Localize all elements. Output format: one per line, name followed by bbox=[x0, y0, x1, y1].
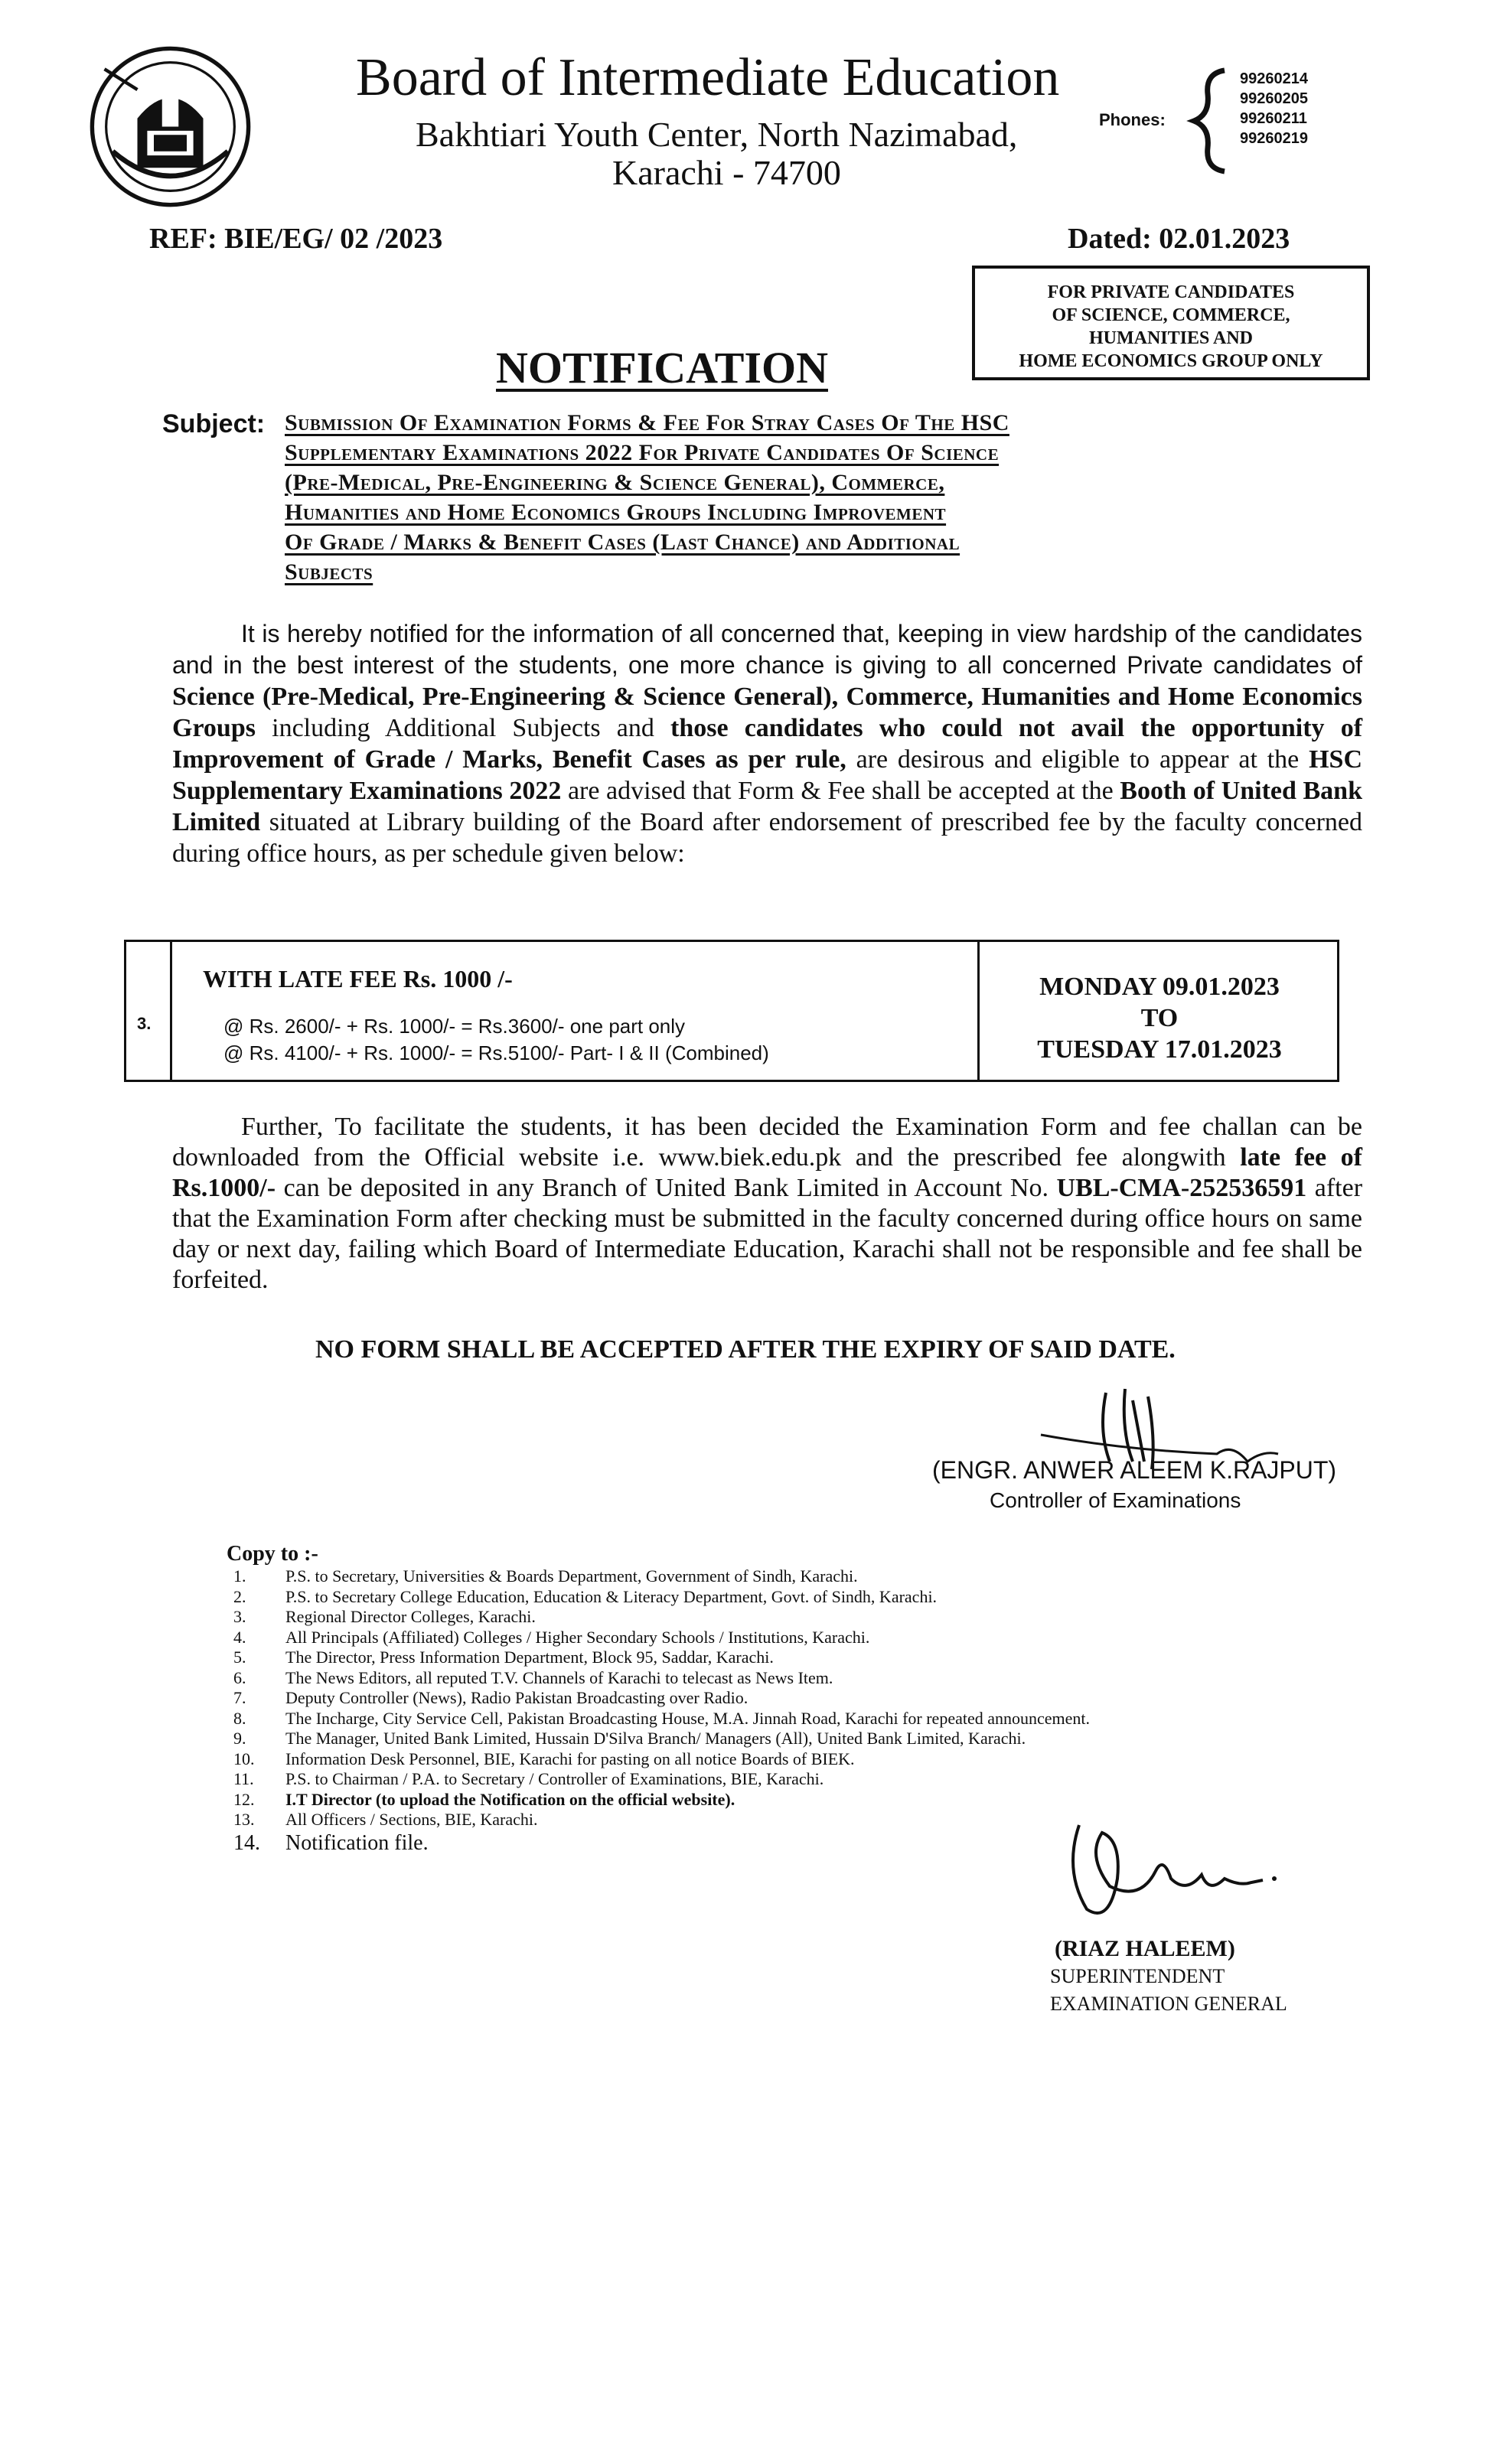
para-bold: Science (Pre-Medical, Pre-Engineering & Science General), Commerce, Humanities and Home Economics Groups bbox=[172, 683, 1362, 742]
schedule-dates bbox=[983, 971, 1336, 1065]
reference-number: REF: BIE/EG/ 02 /2023 bbox=[149, 223, 443, 255]
subject-line: Submission Of Examination Forms & Fee For Stray Cases Of The HSC bbox=[285, 410, 1009, 435]
para-bold: UBL-CMA-252536591 bbox=[1056, 1174, 1307, 1202]
subject-line: Humanities and Home Economics Groups Including Improvement bbox=[285, 500, 947, 525]
list-item: 7. Deputy Controller (News), Radio Pakistan Broadcasting over Radio. bbox=[233, 1688, 748, 1707]
serial-number: 3. bbox=[137, 1014, 152, 1033]
signatory-1-name: (ENGR. ANWER ALEEM K.RAJPUT) bbox=[932, 1456, 1337, 1484]
serial-column bbox=[126, 942, 172, 1080]
list-item: 13. All Officers / Sections, BIE, Karachi. bbox=[233, 1810, 538, 1829]
phones-label: Phones: bbox=[1099, 110, 1166, 129]
list-item: 12. I.T Director (to upload the Notification on the official website). bbox=[233, 1789, 735, 1809]
date-from: MONDAY 09.01.2023 bbox=[1039, 973, 1280, 1001]
brace-icon bbox=[1186, 67, 1232, 174]
list-item: 9. The Manager, United Bank Limited, Hussain D'Silva Branch/ Managers (All), United Bank Limited, Karachi. bbox=[233, 1729, 1026, 1748]
list-item: 8. The Incharge, City Service Cell, Pakistan Broadcasting House, M.A. Jinnah Road, Karachi for repeated announcement. bbox=[233, 1708, 1091, 1728]
para-text: can be deposited in any Branch of United Bank Limited in Account No. bbox=[283, 1174, 1049, 1202]
date: Dated: 02.01.2023 bbox=[1068, 223, 1290, 255]
board-name: Board of Intermediate Education bbox=[356, 48, 1060, 107]
para-bold: Booth of United Bank Limited bbox=[172, 777, 1363, 836]
subject-line: Supplementary Examinations 2022 For Private Candidates Of Science bbox=[285, 440, 1000, 465]
address-line-2: Karachi - 74700 bbox=[612, 153, 841, 192]
list-item: 1. P.S. to Secretary, Universities & Boards Department, Government of Sindh, Karachi. bbox=[233, 1566, 858, 1586]
phone-numbers bbox=[1240, 69, 1308, 148]
notification-title: NOTIFICATION bbox=[496, 343, 828, 393]
fee-rate-2: @ Rs. 4100/- + Rs. 1000/- = Rs.5100/- Part- I & II (Combined) bbox=[223, 1041, 769, 1064]
para-text: situated at Library building of the Board after endorsement of prescribed fee by the faculty concerned during office hours, as per schedule given below: bbox=[172, 808, 1362, 868]
para-text: including Additional Subjects and bbox=[272, 714, 654, 742]
list-item: 4. All Principals (Affiliated) Colleges / Higher Secondary Schools / Institutions, Karachi. bbox=[233, 1627, 870, 1647]
list-item: 10. Information Desk Personnel, BIE, Karachi for pasting on all notice Boards of BIEK. bbox=[233, 1749, 855, 1768]
para-bold: those candidates who could not avail the opportunity of Improvement of Grade / Marks, Benefit Cases as per rule, bbox=[172, 714, 1363, 774]
subject-line: (Pre-Medical, Pre-Engineering & Science General), Commerce, bbox=[285, 470, 945, 495]
list-item: 11. P.S. to Chairman / P.A. to Secretary / Controller of Examinations, BIE, Karachi. bbox=[233, 1769, 824, 1788]
private-candidates-box bbox=[972, 266, 1370, 380]
para-bold: late fee of Rs.1000/- bbox=[172, 1143, 1363, 1202]
para-text: after that the Examination Form after checking must be submitted in the faculty concerned during office hours on same day or next day, failing which Board of Intermediate Education, Karachi shall not be responsible and fee shall be forfeited. bbox=[172, 1174, 1363, 1294]
signatory-2-name: (RIAZ HALEEM) bbox=[1055, 1936, 1235, 1961]
para-text: Further, To facilitate the students, it has been decided the Examination Form and fee challan can be downloaded from the Official website i.e. www.biek.edu.pk and the prescribed fee alongwith bbox=[172, 1113, 1362, 1172]
body-paragraph-1 bbox=[172, 618, 1362, 869]
para-text: are advised that Form & Fee shall be accepted at the bbox=[567, 777, 1114, 805]
subject-text bbox=[285, 408, 1333, 587]
signatory-2-designation: SUPERINTENDENT bbox=[1050, 1965, 1225, 1987]
late-fee-title: WITH LATE FEE Rs. 1000 /- bbox=[203, 965, 513, 992]
board-logo-emblem bbox=[88, 44, 253, 209]
subject-line: Subjects bbox=[285, 559, 373, 585]
subject-line: Of Grade / Marks & Benefit Cases (Last Chance) and Additional bbox=[285, 530, 960, 555]
signature-superintendent bbox=[1056, 1810, 1309, 1932]
address-line-1: Bakhtiari Youth Center, North Nazimabad, bbox=[416, 115, 1018, 154]
box-line: HOME ECONOMICS GROUP ONLY bbox=[1019, 351, 1323, 371]
fee-rate-1: @ Rs. 2600/- + Rs. 1000/- = Rs.3600/- one part only bbox=[223, 1015, 686, 1038]
list-item: 14. Notification file. bbox=[233, 1830, 429, 1855]
phone-number: 99260214 bbox=[1240, 70, 1308, 87]
date-to-label: TO bbox=[1140, 1004, 1179, 1032]
list-item: 2. P.S. to Secretary College Education, Education & Literacy Department, Govt. of Sindh, Karachi. bbox=[233, 1586, 938, 1606]
box-line: HUMANITIES AND bbox=[1088, 328, 1254, 348]
no-form-notice: NO FORM SHALL BE ACCEPTED AFTER THE EXPIRY OF SAID DATE. bbox=[315, 1335, 1176, 1364]
copy-to-label: Copy to :- bbox=[227, 1542, 318, 1566]
date-to: TUESDAY 17.01.2023 bbox=[1037, 1035, 1282, 1064]
phone-number: 99260211 bbox=[1240, 110, 1307, 127]
copy-to-list bbox=[233, 1566, 1090, 1856]
para-text: are desirous and eligible to appear at the bbox=[856, 745, 1300, 774]
para-text: It is hereby notified for the information of all concerned that, keeping in view hardship of the candidates and in the best interest of the students, one more chance is giving to all concerned Private candidates of bbox=[172, 620, 1362, 679]
para-bold: HSC Supplementary Examinations 2022 bbox=[172, 745, 1363, 805]
body-paragraph-2 bbox=[172, 1112, 1362, 1296]
phone-number: 99260205 bbox=[1240, 90, 1308, 107]
list-item: 5. The Director, Press Information Department, Block 95, Saddar, Karachi. bbox=[233, 1648, 774, 1667]
phone-number: 99260219 bbox=[1240, 130, 1308, 147]
list-item: 6. The News Editors, all reputed T.V. Channels of Karachi to telecast as News Item. bbox=[233, 1667, 833, 1687]
box-line: FOR PRIVATE CANDIDATES bbox=[1047, 282, 1295, 302]
signatory-2-department: EXAMINATION GENERAL bbox=[1050, 1993, 1287, 2015]
box-line: OF SCIENCE, COMMERCE, bbox=[1052, 305, 1290, 325]
list-item: 3. Regional Director Colleges, Karachi. bbox=[233, 1607, 536, 1626]
column-divider bbox=[977, 942, 980, 1080]
subject-label: Subject: bbox=[162, 409, 266, 438]
schedule-table bbox=[124, 940, 1339, 1082]
signatory-1-designation: Controller of Examinations bbox=[990, 1488, 1241, 1512]
